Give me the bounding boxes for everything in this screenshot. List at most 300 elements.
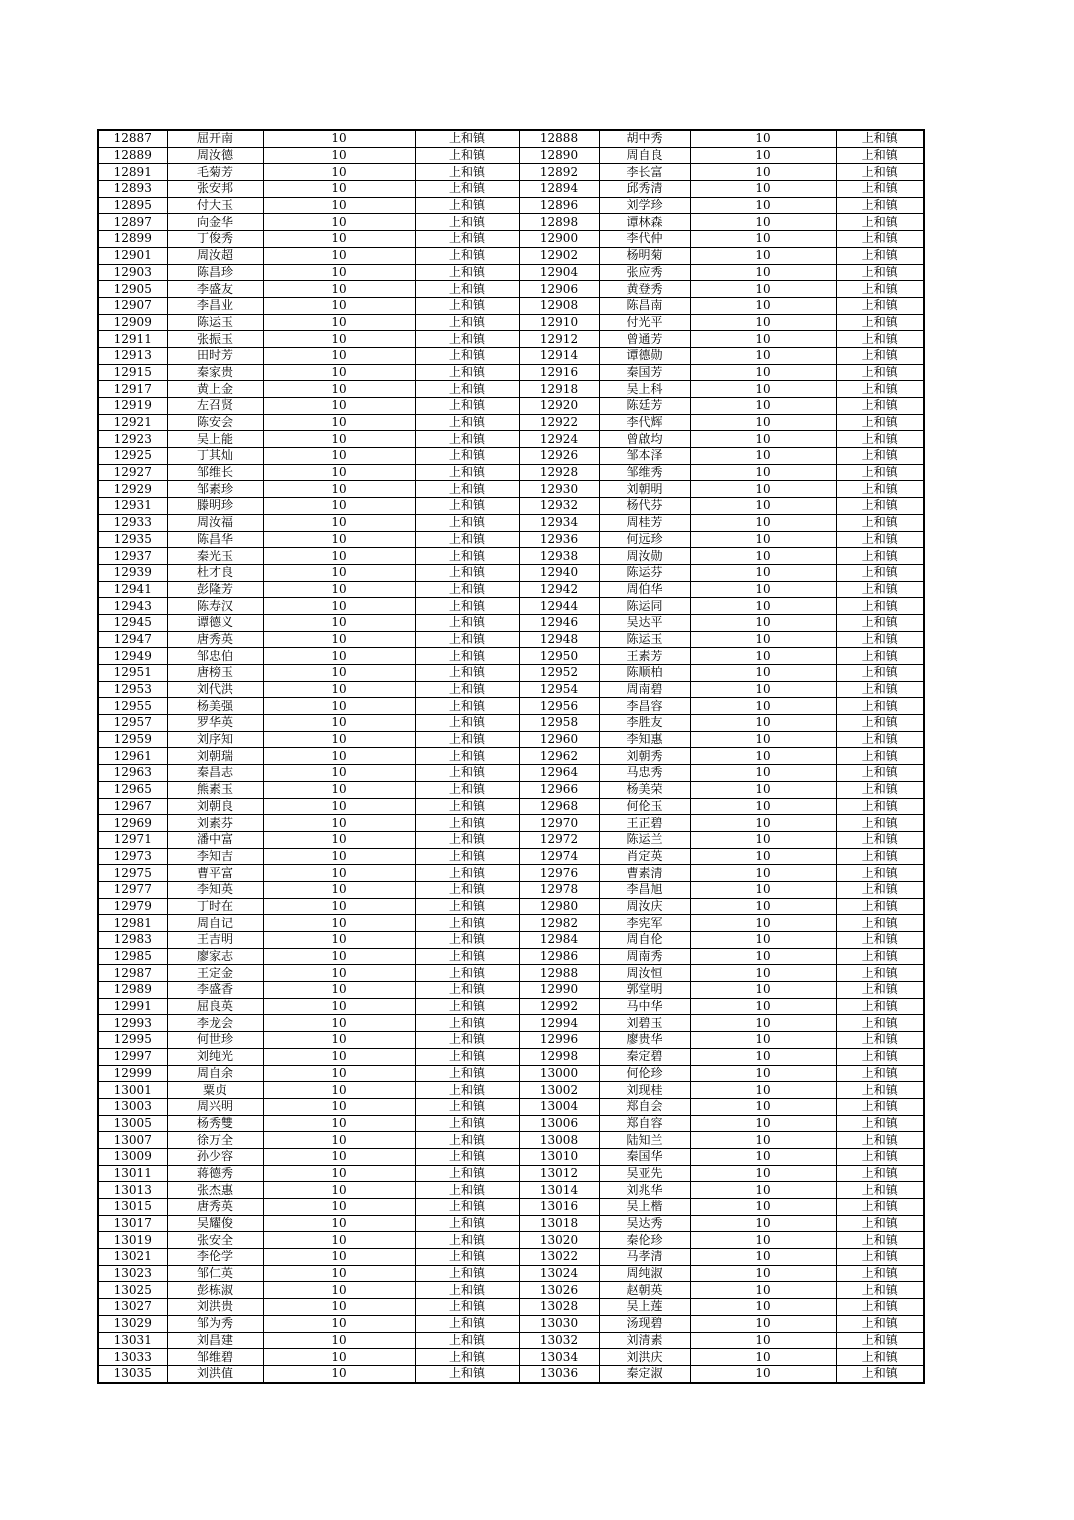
table-row	[98, 548, 924, 565]
town-cell: 上和镇	[836, 1365, 924, 1382]
town-cell: 上和镇	[415, 147, 519, 164]
name-cell: 邱秀清	[599, 181, 690, 198]
town-cell: 上和镇	[415, 1032, 519, 1049]
town-cell: 上和镇	[415, 564, 519, 581]
id-cell: 12991	[98, 998, 167, 1015]
id-cell: 13036	[519, 1365, 599, 1382]
town-cell: 上和镇	[415, 1215, 519, 1232]
register-table	[97, 129, 925, 1384]
town-cell: 上和镇	[415, 932, 519, 949]
town-cell: 上和镇	[415, 1115, 519, 1132]
town-cell: 上和镇	[836, 1199, 924, 1216]
id-cell: 12907	[98, 297, 167, 314]
town-cell: 上和镇	[836, 181, 924, 198]
id-cell: 12976	[519, 865, 599, 882]
amount-cell: 10	[690, 614, 836, 631]
amount-cell: 10	[263, 932, 415, 949]
town-cell: 上和镇	[836, 648, 924, 665]
id-cell: 12891	[98, 164, 167, 181]
town-cell: 上和镇	[415, 715, 519, 732]
amount-cell: 10	[690, 1015, 836, 1032]
name-cell: 彭栋淑	[167, 1282, 263, 1299]
town-cell: 上和镇	[415, 665, 519, 682]
amount-cell: 10	[690, 364, 836, 381]
id-cell: 12960	[519, 731, 599, 748]
name-cell: 周汝庆	[599, 898, 690, 915]
table-row	[98, 281, 924, 298]
amount-cell: 10	[263, 1015, 415, 1032]
table-row	[98, 581, 924, 598]
name-cell: 李盛友	[167, 281, 263, 298]
amount-cell: 10	[690, 297, 836, 314]
amount-cell: 10	[690, 448, 836, 465]
town-cell: 上和镇	[836, 1148, 924, 1165]
amount-cell: 10	[263, 164, 415, 181]
town-cell: 上和镇	[836, 314, 924, 331]
name-cell: 刘洪值	[167, 1365, 263, 1382]
name-cell: 孙少容	[167, 1148, 263, 1165]
name-cell: 周自良	[599, 147, 690, 164]
town-cell: 上和镇	[836, 765, 924, 782]
amount-cell: 10	[690, 915, 836, 932]
amount-cell: 10	[690, 1282, 836, 1299]
id-cell: 12899	[98, 231, 167, 248]
id-cell: 12984	[519, 932, 599, 949]
id-cell: 12918	[519, 381, 599, 398]
name-cell: 马孝清	[599, 1249, 690, 1266]
amount-cell: 10	[690, 1032, 836, 1049]
town-cell: 上和镇	[415, 1182, 519, 1199]
amount-cell: 10	[690, 464, 836, 481]
amount-cell: 10	[690, 414, 836, 431]
id-cell: 13013	[98, 1182, 167, 1199]
name-cell: 邹素珍	[167, 481, 263, 498]
table-row	[98, 1215, 924, 1232]
name-cell: 刘洪贵	[167, 1299, 263, 1316]
name-cell: 邹维碧	[167, 1349, 263, 1366]
amount-cell: 10	[690, 798, 836, 815]
town-cell: 上和镇	[836, 982, 924, 999]
amount-cell: 10	[263, 197, 415, 214]
amount-cell: 10	[263, 848, 415, 865]
amount-cell: 10	[690, 347, 836, 364]
name-cell: 刘现桂	[599, 1082, 690, 1099]
town-cell: 上和镇	[836, 1048, 924, 1065]
amount-cell: 10	[263, 1165, 415, 1182]
name-cell: 李长富	[599, 164, 690, 181]
name-cell: 周自余	[167, 1065, 263, 1082]
id-cell: 12969	[98, 815, 167, 832]
town-cell: 上和镇	[836, 681, 924, 698]
id-cell: 12985	[98, 948, 167, 965]
table-row	[98, 665, 924, 682]
table-row	[98, 1282, 924, 1299]
name-cell: 秦定碧	[599, 1048, 690, 1065]
id-cell: 13019	[98, 1232, 167, 1249]
id-cell: 12945	[98, 614, 167, 631]
name-cell: 周南碧	[599, 681, 690, 698]
name-cell: 熊素玉	[167, 781, 263, 798]
amount-cell: 10	[690, 1349, 836, 1366]
name-cell: 毛菊芳	[167, 164, 263, 181]
amount-cell: 10	[263, 1032, 415, 1049]
table-row	[98, 631, 924, 648]
id-cell: 12955	[98, 698, 167, 715]
name-cell: 刘朝秀	[599, 748, 690, 765]
id-cell: 13033	[98, 1349, 167, 1366]
town-cell: 上和镇	[415, 247, 519, 264]
town-cell: 上和镇	[415, 1349, 519, 1366]
name-cell: 陈运同	[599, 598, 690, 615]
name-cell: 李知吉	[167, 848, 263, 865]
amount-cell: 10	[263, 331, 415, 348]
name-cell: 罗华英	[167, 715, 263, 732]
id-cell: 13014	[519, 1182, 599, 1199]
id-cell: 12931	[98, 498, 167, 515]
id-cell: 12966	[519, 781, 599, 798]
town-cell: 上和镇	[836, 598, 924, 615]
town-cell: 上和镇	[836, 514, 924, 531]
town-cell: 上和镇	[415, 381, 519, 398]
table-row	[98, 831, 924, 848]
name-cell: 吴达平	[599, 614, 690, 631]
table-row	[98, 1349, 924, 1366]
id-cell: 13010	[519, 1148, 599, 1165]
name-cell: 王素芳	[599, 648, 690, 665]
town-cell: 上和镇	[836, 915, 924, 932]
town-cell: 上和镇	[415, 414, 519, 431]
name-cell: 唐秀英	[167, 631, 263, 648]
register-table-body	[98, 130, 924, 1383]
name-cell: 汤现碧	[599, 1315, 690, 1332]
town-cell: 上和镇	[415, 481, 519, 498]
table-row	[98, 781, 924, 798]
town-cell: 上和镇	[836, 564, 924, 581]
amount-cell: 10	[690, 1315, 836, 1332]
amount-cell: 10	[263, 648, 415, 665]
table-row	[98, 1332, 924, 1349]
id-cell: 12996	[519, 1032, 599, 1049]
name-cell: 廖家志	[167, 948, 263, 965]
town-cell: 上和镇	[836, 130, 924, 147]
town-cell: 上和镇	[415, 431, 519, 448]
town-cell: 上和镇	[836, 548, 924, 565]
amount-cell: 10	[263, 1265, 415, 1282]
table-row	[98, 431, 924, 448]
table-row	[98, 998, 924, 1015]
id-cell: 12889	[98, 147, 167, 164]
town-cell: 上和镇	[415, 1249, 519, 1266]
name-cell: 刘兆华	[599, 1182, 690, 1199]
amount-cell: 10	[263, 247, 415, 264]
town-cell: 上和镇	[836, 698, 924, 715]
name-cell: 曾通芳	[599, 331, 690, 348]
name-cell: 秦国华	[599, 1148, 690, 1165]
id-cell: 12915	[98, 364, 167, 381]
town-cell: 上和镇	[415, 781, 519, 798]
id-cell: 13015	[98, 1199, 167, 1216]
amount-cell: 10	[690, 681, 836, 698]
amount-cell: 10	[690, 848, 836, 865]
town-cell: 上和镇	[415, 1282, 519, 1299]
id-cell: 12893	[98, 181, 167, 198]
table-row	[98, 1365, 924, 1382]
id-cell: 12925	[98, 448, 167, 465]
table-row	[98, 948, 924, 965]
amount-cell: 10	[263, 681, 415, 698]
table-row	[98, 197, 924, 214]
town-cell: 上和镇	[415, 965, 519, 982]
name-cell: 杨代芬	[599, 498, 690, 515]
name-cell: 马忠秀	[599, 765, 690, 782]
town-cell: 上和镇	[836, 1315, 924, 1332]
name-cell: 邹为秀	[167, 1315, 263, 1332]
id-cell: 12957	[98, 715, 167, 732]
amount-cell: 10	[690, 147, 836, 164]
town-cell: 上和镇	[836, 1165, 924, 1182]
id-cell: 13017	[98, 1215, 167, 1232]
town-cell: 上和镇	[415, 281, 519, 298]
name-cell: 周汝福	[167, 514, 263, 531]
id-cell: 13022	[519, 1249, 599, 1266]
id-cell: 13028	[519, 1299, 599, 1316]
table-row	[98, 498, 924, 515]
amount-cell: 10	[690, 631, 836, 648]
name-cell: 陈安会	[167, 414, 263, 431]
id-cell: 12950	[519, 648, 599, 665]
table-row	[98, 130, 924, 147]
table-row	[98, 748, 924, 765]
id-cell: 12906	[519, 281, 599, 298]
amount-cell: 10	[263, 564, 415, 581]
town-cell: 上和镇	[415, 464, 519, 481]
town-cell: 上和镇	[415, 514, 519, 531]
name-cell: 周汝勋	[599, 548, 690, 565]
name-cell: 吴亚先	[599, 1165, 690, 1182]
amount-cell: 10	[263, 314, 415, 331]
name-cell: 何伦珍	[599, 1065, 690, 1082]
town-cell: 上和镇	[836, 881, 924, 898]
name-cell: 陈运兰	[599, 831, 690, 848]
id-cell: 12901	[98, 247, 167, 264]
name-cell: 曾啟均	[599, 431, 690, 448]
table-row	[98, 414, 924, 431]
name-cell: 付光平	[599, 314, 690, 331]
town-cell: 上和镇	[415, 848, 519, 865]
town-cell: 上和镇	[836, 848, 924, 865]
amount-cell: 10	[690, 598, 836, 615]
table-row	[98, 1315, 924, 1332]
id-cell: 13035	[98, 1365, 167, 1382]
id-cell: 12888	[519, 130, 599, 147]
name-cell: 陈运芬	[599, 564, 690, 581]
name-cell: 邹维秀	[599, 464, 690, 481]
amount-cell: 10	[263, 865, 415, 882]
name-cell: 张振玉	[167, 331, 263, 348]
town-cell: 上和镇	[836, 1265, 924, 1282]
id-cell: 12967	[98, 798, 167, 815]
amount-cell: 10	[690, 264, 836, 281]
amount-cell: 10	[690, 1065, 836, 1082]
table-row	[98, 347, 924, 364]
table-row	[98, 1098, 924, 1115]
name-cell: 何远珍	[599, 531, 690, 548]
town-cell: 上和镇	[415, 1332, 519, 1349]
town-cell: 上和镇	[836, 1098, 924, 1115]
table-row	[98, 1165, 924, 1182]
id-cell: 12923	[98, 431, 167, 448]
table-row	[98, 1082, 924, 1099]
table-row	[98, 464, 924, 481]
amount-cell: 10	[690, 748, 836, 765]
name-cell: 李龙会	[167, 1015, 263, 1032]
table-row	[98, 898, 924, 915]
amount-cell: 10	[263, 815, 415, 832]
name-cell: 周纯淑	[599, 1265, 690, 1282]
id-cell: 12975	[98, 865, 167, 882]
table-row	[98, 214, 924, 231]
id-cell: 12914	[519, 347, 599, 364]
town-cell: 上和镇	[836, 381, 924, 398]
amount-cell: 10	[690, 1165, 836, 1182]
amount-cell: 10	[690, 431, 836, 448]
amount-cell: 10	[690, 815, 836, 832]
town-cell: 上和镇	[415, 264, 519, 281]
town-cell: 上和镇	[415, 448, 519, 465]
amount-cell: 10	[690, 965, 836, 982]
amount-cell: 10	[263, 1132, 415, 1149]
amount-cell: 10	[263, 448, 415, 465]
name-cell: 李伦学	[167, 1249, 263, 1266]
amount-cell: 10	[263, 915, 415, 932]
amount-cell: 10	[690, 281, 836, 298]
id-cell: 12953	[98, 681, 167, 698]
amount-cell: 10	[690, 164, 836, 181]
id-cell: 13004	[519, 1098, 599, 1115]
amount-cell: 10	[263, 431, 415, 448]
town-cell: 上和镇	[415, 581, 519, 598]
table-row	[98, 1232, 924, 1249]
table-row	[98, 1015, 924, 1032]
town-cell: 上和镇	[415, 898, 519, 915]
name-cell: 刘洪庆	[599, 1349, 690, 1366]
town-cell: 上和镇	[415, 815, 519, 832]
amount-cell: 10	[263, 831, 415, 848]
table-row	[98, 1299, 924, 1316]
name-cell: 吴上能	[167, 431, 263, 448]
table-row	[98, 798, 924, 815]
table-row	[98, 1148, 924, 1165]
name-cell: 吴上科	[599, 381, 690, 398]
id-cell: 12949	[98, 648, 167, 665]
amount-cell: 10	[690, 381, 836, 398]
amount-cell: 10	[263, 531, 415, 548]
amount-cell: 10	[263, 731, 415, 748]
table-row	[98, 598, 924, 615]
table-row	[98, 1048, 924, 1065]
name-cell: 潘中富	[167, 831, 263, 848]
amount-cell: 10	[690, 1132, 836, 1149]
amount-cell: 10	[263, 1249, 415, 1266]
amount-cell: 10	[263, 631, 415, 648]
amount-cell: 10	[690, 181, 836, 198]
id-cell: 12935	[98, 531, 167, 548]
table-row	[98, 1182, 924, 1199]
amount-cell: 10	[690, 581, 836, 598]
id-cell: 13020	[519, 1232, 599, 1249]
amount-cell: 10	[263, 147, 415, 164]
table-row	[98, 915, 924, 932]
id-cell: 12912	[519, 331, 599, 348]
town-cell: 上和镇	[836, 748, 924, 765]
town-cell: 上和镇	[415, 881, 519, 898]
town-cell: 上和镇	[415, 231, 519, 248]
town-cell: 上和镇	[415, 364, 519, 381]
amount-cell: 10	[263, 781, 415, 798]
name-cell: 唐秀英	[167, 1199, 263, 1216]
id-cell: 12978	[519, 881, 599, 898]
id-cell: 12902	[519, 247, 599, 264]
amount-cell: 10	[263, 1148, 415, 1165]
name-cell: 刘朝瑞	[167, 748, 263, 765]
town-cell: 上和镇	[415, 598, 519, 615]
amount-cell: 10	[263, 614, 415, 631]
name-cell: 陈昌珍	[167, 264, 263, 281]
name-cell: 谭林森	[599, 214, 690, 231]
id-cell: 12947	[98, 631, 167, 648]
town-cell: 上和镇	[415, 865, 519, 882]
town-cell: 上和镇	[836, 231, 924, 248]
amount-cell: 10	[690, 1249, 836, 1266]
town-cell: 上和镇	[836, 665, 924, 682]
name-cell: 陈昌华	[167, 531, 263, 548]
name-cell: 曹素清	[599, 865, 690, 882]
table-row	[98, 815, 924, 832]
town-cell: 上和镇	[836, 164, 924, 181]
amount-cell: 10	[690, 1115, 836, 1132]
town-cell: 上和镇	[415, 731, 519, 748]
town-cell: 上和镇	[415, 181, 519, 198]
name-cell: 向金华	[167, 214, 263, 231]
id-cell: 13021	[98, 1249, 167, 1266]
name-cell: 周汝超	[167, 247, 263, 264]
name-cell: 彭隆芳	[167, 581, 263, 598]
name-cell: 黄登秀	[599, 281, 690, 298]
town-cell: 上和镇	[415, 197, 519, 214]
amount-cell: 10	[263, 1232, 415, 1249]
id-cell: 13011	[98, 1165, 167, 1182]
id-cell: 13031	[98, 1332, 167, 1349]
town-cell: 上和镇	[415, 1265, 519, 1282]
name-cell: 刘朝良	[167, 798, 263, 815]
name-cell: 周兴明	[167, 1098, 263, 1115]
id-cell: 12983	[98, 932, 167, 949]
name-cell: 田时芳	[167, 347, 263, 364]
id-cell: 12988	[519, 965, 599, 982]
name-cell: 刘纯光	[167, 1048, 263, 1065]
id-cell: 12900	[519, 231, 599, 248]
id-cell: 12961	[98, 748, 167, 765]
id-cell: 12968	[519, 798, 599, 815]
amount-cell: 10	[263, 748, 415, 765]
table-row	[98, 364, 924, 381]
id-cell: 12911	[98, 331, 167, 348]
name-cell: 李盛香	[167, 982, 263, 999]
name-cell: 李知惠	[599, 731, 690, 748]
name-cell: 秦定淑	[599, 1365, 690, 1382]
amount-cell: 10	[263, 881, 415, 898]
id-cell: 12919	[98, 398, 167, 415]
